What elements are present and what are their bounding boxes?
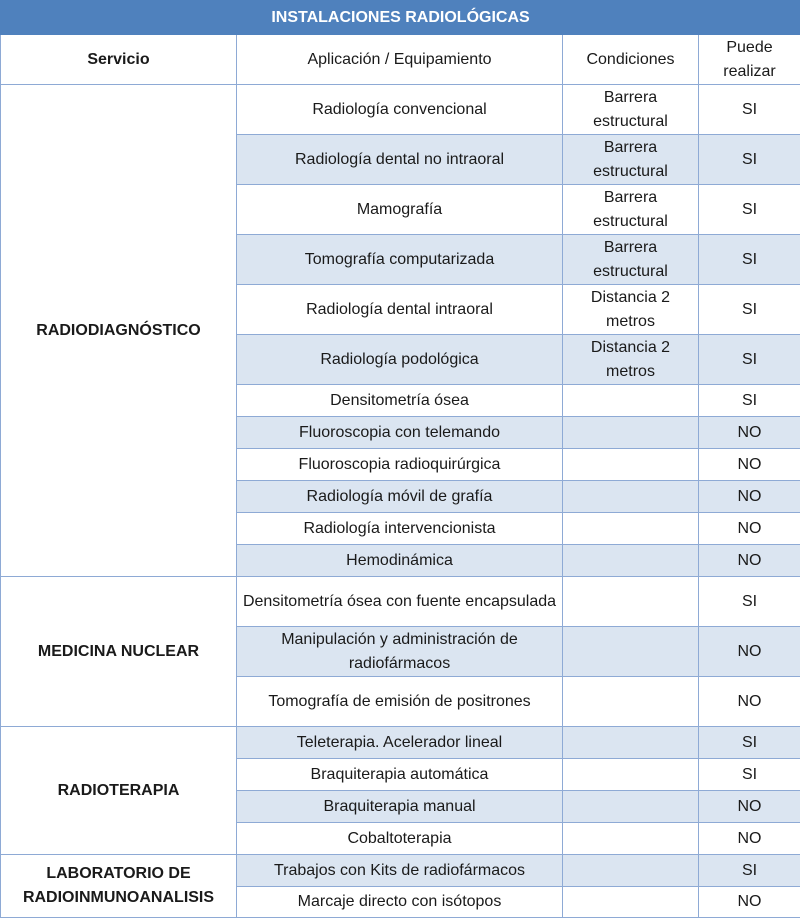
conditions-cell: Barrera estructural (563, 85, 699, 135)
can-perform-cell: SI (699, 185, 800, 235)
application-cell: Hemodinámica (237, 545, 563, 577)
can-perform-cell: NO (699, 417, 800, 449)
conditions-cell (563, 855, 699, 887)
conditions-cell (563, 887, 699, 918)
conditions-cell (563, 677, 699, 727)
application-cell: Braquiterapia manual (237, 791, 563, 823)
can-perform-cell: NO (699, 449, 800, 481)
application-cell: Radiología intervencionista (237, 513, 563, 545)
conditions-cell (563, 791, 699, 823)
conditions-cell (563, 385, 699, 417)
application-cell: Teleterapia. Acelerador lineal (237, 727, 563, 759)
application-cell: Trabajos con Kits de radiofármacos (237, 855, 563, 887)
can-perform-cell: NO (699, 887, 800, 918)
header-row (1, 35, 800, 85)
can-perform-cell: NO (699, 791, 800, 823)
conditions-cell (563, 627, 699, 677)
application-cell: Manipulación y administración de radiofármacos (237, 627, 563, 677)
can-perform-cell: NO (699, 545, 800, 577)
conditions-cell (563, 449, 699, 481)
header-servicio: Servicio (1, 35, 237, 85)
application-cell: Fluoroscopia radioquirúrgica (237, 449, 563, 481)
application-cell: Radiología podológica (237, 335, 563, 385)
application-cell: Densitometría ósea con fuente encapsulada (237, 577, 563, 627)
application-cell: Radiología móvil de grafía (237, 481, 563, 513)
conditions-cell: Barrera estructural (563, 135, 699, 185)
can-perform-cell: SI (699, 577, 800, 627)
service-cell: RADIODIAGNÓSTICO (1, 85, 237, 577)
conditions-cell (563, 545, 699, 577)
application-cell: Radiología convencional (237, 85, 563, 135)
application-cell: Tomografía de emisión de positrones (237, 677, 563, 727)
service-cell: LABORATORIO DE RADIOINMUNOANALISIS (1, 855, 237, 918)
application-cell: Fluoroscopia con telemando (237, 417, 563, 449)
header-puede-realizar: Puede realizar (699, 35, 800, 85)
conditions-cell: Barrera estructural (563, 235, 699, 285)
conditions-cell (563, 727, 699, 759)
header-condiciones: Condiciones (563, 35, 699, 85)
conditions-cell (563, 823, 699, 855)
header-aplicacion: Aplicación / Equipamiento (237, 35, 563, 85)
can-perform-cell: SI (699, 85, 800, 135)
can-perform-cell: SI (699, 727, 800, 759)
application-cell: Marcaje directo con isótopos (237, 887, 563, 918)
can-perform-cell: SI (699, 235, 800, 285)
conditions-cell (563, 417, 699, 449)
application-cell: Radiología dental intraoral (237, 285, 563, 335)
conditions-cell: Distancia 2 metros (563, 285, 699, 335)
conditions-cell: Barrera estructural (563, 185, 699, 235)
application-cell: Densitometría ósea (237, 385, 563, 417)
service-cell: RADIOTERAPIA (1, 727, 237, 855)
application-cell: Mamografía (237, 185, 563, 235)
can-perform-cell: SI (699, 335, 800, 385)
can-perform-cell: NO (699, 627, 800, 677)
can-perform-cell: SI (699, 759, 800, 791)
can-perform-cell: NO (699, 513, 800, 545)
can-perform-cell: NO (699, 481, 800, 513)
can-perform-cell: NO (699, 677, 800, 727)
conditions-cell (563, 577, 699, 627)
conditions-cell (563, 481, 699, 513)
conditions-cell (563, 759, 699, 791)
table-row (1, 855, 800, 887)
table-title: INSTALACIONES RADIOLÓGICAS (1, 1, 800, 35)
can-perform-cell: SI (699, 855, 800, 887)
can-perform-cell: SI (699, 135, 800, 185)
table-row (1, 577, 800, 627)
table-row (1, 727, 800, 759)
application-cell: Cobaltoterapia (237, 823, 563, 855)
can-perform-cell: SI (699, 385, 800, 417)
can-perform-cell: SI (699, 285, 800, 335)
application-cell: Radiología dental no intraoral (237, 135, 563, 185)
table-body (1, 85, 800, 918)
table-title-row (1, 1, 800, 35)
application-cell: Braquiterapia automática (237, 759, 563, 791)
application-cell: Tomografía computarizada (237, 235, 563, 285)
service-cell: MEDICINA NUCLEAR (1, 577, 237, 727)
conditions-cell (563, 513, 699, 545)
can-perform-cell: NO (699, 823, 800, 855)
table-row (1, 85, 800, 135)
conditions-cell: Distancia 2 metros (563, 335, 699, 385)
